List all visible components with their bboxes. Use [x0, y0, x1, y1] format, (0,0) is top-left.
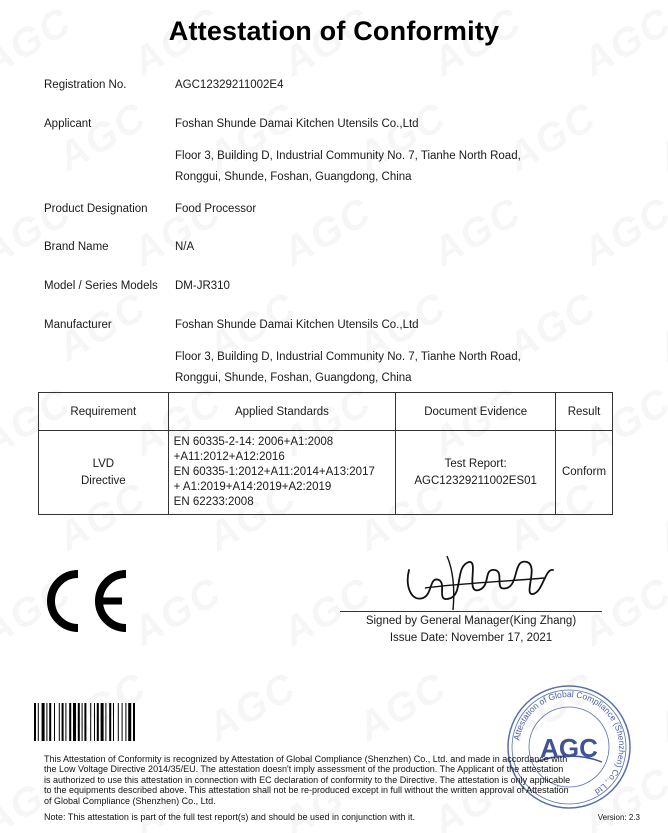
evidence-line2: AGC12329211002ES01 — [414, 474, 537, 487]
manufacturer-address-line2: Ronggui, Shunde, Foshan, Guangdong, China — [175, 372, 412, 384]
barcode-bar — [65, 703, 66, 741]
registration-label: Registration No. — [44, 79, 127, 91]
registration-value: AGC12329211002E4 — [175, 79, 284, 91]
barcode-bar — [122, 703, 123, 741]
evidence-cell — [396, 431, 556, 515]
barcode-icon — [34, 703, 188, 741]
barcode-bar — [94, 703, 95, 741]
barcode-bar — [54, 703, 55, 741]
header-requirement: Requirement — [39, 393, 169, 431]
version-label: Version: 2.3 — [597, 813, 640, 822]
product-value: Food Processor — [175, 203, 257, 215]
barcode-bar — [105, 703, 106, 741]
barcode-bar — [90, 703, 91, 741]
seal-logo-text: AGC — [540, 733, 598, 763]
standard-line: EN 62233:2008 — [173, 496, 254, 508]
manufacturer-address-line1: Floor 3, Building D, Industrial Community No. 7, Tianhe North Road, — [175, 351, 521, 363]
footer-text — [44, 754, 644, 806]
footer-line: of Global Compliance (Shenzhen) Co., Ltd. — [44, 795, 216, 806]
requirement-cell — [39, 431, 169, 515]
footer-line: to the equipments described above. This attestation shall not be re-produced except in full without the written approval of Attestation — [44, 785, 569, 796]
issue-date: Issue Date: November 17, 2021 — [389, 632, 553, 644]
barcode-bar — [101, 703, 104, 741]
applicant-label: Applicant — [44, 118, 92, 130]
standards-cell — [168, 431, 396, 515]
seal-ring-text: Attestation of Global Compliance (Shenzhen) Co., Ltd — [511, 688, 628, 797]
footer-line: This Attestation of Conformity is recognized by Attestation of Global Compliance (Shenzhen) Co., Ltd. and made in accordance with — [44, 754, 568, 764]
barcode-bar — [69, 703, 71, 741]
standard-line: EN 60335-1:2012+A11:2014+A13:2017 — [173, 466, 375, 478]
model-value: DM-JR310 — [175, 280, 230, 292]
standard-line: EN 60335-2-14: 2006+A1:2008 — [173, 436, 334, 448]
barcode-bar — [97, 703, 99, 741]
result-cell: Conform — [556, 431, 613, 515]
barcode-bar — [73, 703, 76, 741]
standard-line: + A1:2019+A14:2019+A2:2019 — [173, 481, 332, 493]
brand-label: Brand Name — [44, 241, 109, 253]
header-document-evidence: Document Evidence — [396, 393, 556, 431]
barcode-bar — [46, 703, 47, 741]
barcode-bar — [128, 703, 131, 741]
signed-by: Signed by General Manager(King Zhang) — [365, 615, 577, 627]
barcode-bar — [59, 703, 60, 741]
barcode-bar — [118, 703, 119, 741]
header-applied-standards: Applied Standards — [168, 393, 396, 431]
applicant-address-line2: Ronggui, Shunde, Foshan, Guangdong, China — [175, 171, 412, 183]
barcode-bar — [42, 703, 45, 741]
barcode-bar — [82, 703, 83, 741]
signature-line — [340, 611, 602, 612]
product-label: Product Designation — [44, 203, 148, 215]
barcode-bar — [109, 703, 111, 741]
barcode-bar — [62, 703, 64, 741]
requirement-line2: Directive — [80, 474, 126, 487]
ce-mark-icon — [44, 568, 134, 634]
barcode-bar — [84, 703, 86, 741]
brand-value: N/A — [175, 241, 195, 253]
barcode-bar — [78, 703, 80, 741]
requirement-line1: LVD — [92, 457, 115, 470]
standard-line: +A11:2012+A12:2016 — [173, 451, 285, 463]
evidence-line1: Test Report: — [444, 457, 507, 470]
model-label: Model / Series Models — [44, 280, 158, 292]
conformity-table — [38, 392, 613, 515]
footer-line: is authorized to use this attestation in connection with EC declaration of conformity to the Directive. The attestation is only applicable — [44, 774, 571, 785]
barcode-bar — [133, 703, 135, 741]
barcode-bar — [113, 703, 114, 741]
manufacturer-name: Foshan Shunde Damai Kitchen Utensils Co.,Ltd — [175, 319, 419, 331]
barcode-bar — [125, 703, 126, 741]
barcode-bar — [38, 703, 39, 741]
table-row — [39, 431, 613, 515]
header-result: Result — [556, 393, 613, 431]
applicant-address-line1: Floor 3, Building D, Industrial Community No. 7, Tianhe North Road, — [175, 150, 521, 162]
applicant-name: Foshan Shunde Damai Kitchen Utensils Co.,Ltd — [175, 118, 419, 130]
barcode-bar — [34, 703, 36, 741]
barcode-bar — [49, 703, 51, 741]
manufacturer-label: Manufacturer — [44, 319, 112, 331]
page-title: Attestation of Conformity — [168, 16, 500, 46]
footer-line: the Low Voltage Directive 2014/35/EU. The attestation doesn't imply assessment of the production. The Applicant of the attestation — [44, 764, 564, 775]
footer-note: Note: This attestation is part of the full test report(s) and should be used in conjunction with it. — [44, 812, 416, 822]
signature-icon — [395, 548, 570, 614]
table-header-row — [39, 393, 613, 431]
